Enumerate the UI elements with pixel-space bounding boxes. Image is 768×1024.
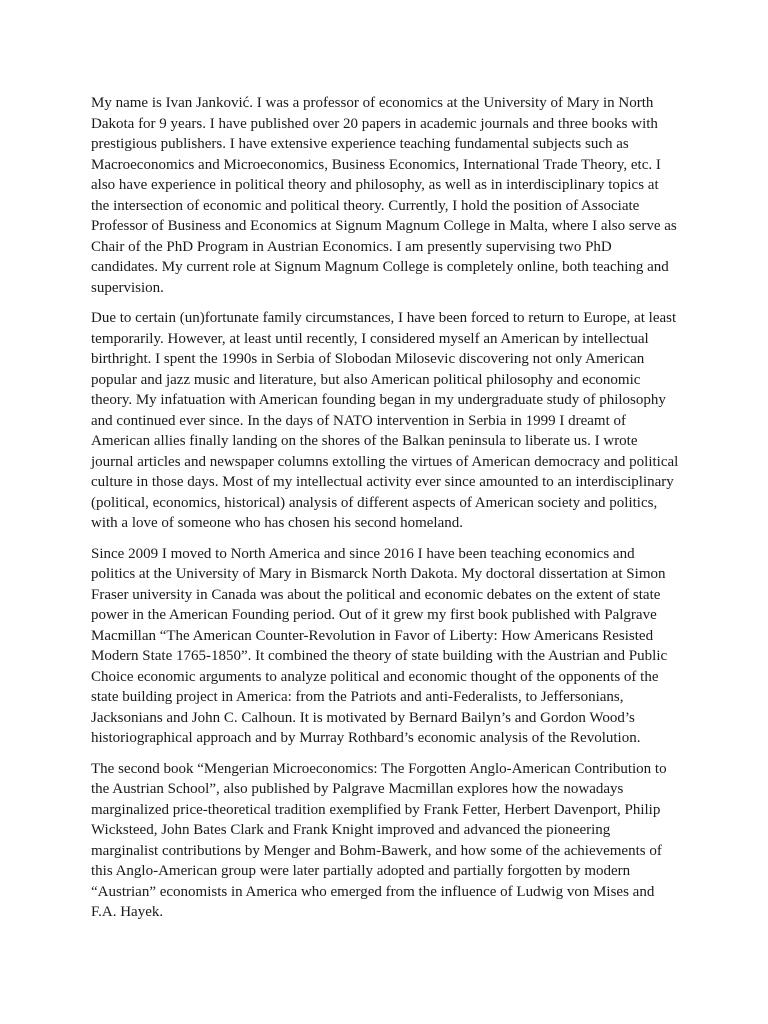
paragraph-second-book: The second book “Mengerian Microeconomics: The Forgotten Anglo-American Contribution to the Austrian School”, also published by Palgrave Macmillan explores how the nowadays marginalized price-theoretical tradition exemplified by Frank Fetter, Herbert Davenport, Philip Wicksteed, John Bates Clark and Frank Knight improved and advanced the pioneering marginalist contributions by Menger and Bohm-Bawerk, and how some of the achievements of this Anglo-American group were later partially adopted and partially forgotten by modern “Austrian” economists in America who emerged from the influence of Ludwig von Mises and F.A. Hayek. bbox=[91, 760, 667, 920]
paragraph-introduction: My name is Ivan Janković. I was a professor of economics at the University of Mary in North Dakota for 9 years. I have published over 20 papers in academic journals and three books with prestigious publishers. I have extensive experience teaching fundamental subjects such as Macroeconomics and Microeconomics, Business Economics, International Trade Theory, etc. I also have experience in political theory and philosophy, as well as in interdisciplinary topics at the intersection of economic and political theory. Currently, I hold the position of Associate Professor of Business and Economics at Signum Magnum College in Malta, where I also serve as Chair of the PhD Program in Austrian Economics. I am presently supervising two PhD candidates. My current role at Signum Magnum College is completely online, both teaching and supervision. bbox=[91, 95, 677, 296]
paragraph-first-book: Since 2009 I moved to North America and since 2016 I have been teaching economics and politics at the University of Mary in Bismarck North Dakota. My doctoral dissertation at Simon Fraser university in Canada was about the political and economic debates on the extent of state power in the American Founding period. Out of it grew my first book published with Palgrave Macmillan “The American Counter-Revolution in Favor of Liberty: How Americans Resisted Modern State 1765-1850”. It combined the theory of state building with the Austrian and Public Choice economic arguments to analyze political and economic thought of the opponents of the state building project in America: from the Patriots and anti-Federalists, to Jeffersonians, Jacksonians and John C. Calhoun. It is motivated by Bernard Bailyn’s and Gordon Wood’s historiographical approach and by Murray Rothbard’s economic analysis of the Revolution. bbox=[91, 545, 668, 746]
paragraph-background: Due to certain (un)fortunate family circumstances, I have been forced to return to Europe, at least temporarily. However, at least until recently, I considered myself an American by intellectual birthright. I spent the 1990s in Serbia of Slobodan Milosevic discovering not only American popular and jazz music and literature, but also American political philosophy and economic theory. My infatuation with American founding began in my undergraduate study of philosophy and continued ever since. In the days of NATO intervention in Serbia in 1999 I dreamt of American allies finally landing on the shores of the Balkan peninsula to liberate us. I wrote journal articles and newspaper columns extolling the virtues of American democracy and political culture in those days. Most of my intellectual activity ever since amounted to an interdisciplinary (political, economics, historical) analysis of different aspects of American society and politics, with a love of someone who has chosen his second homeland. bbox=[91, 310, 679, 531]
document-body bbox=[91, 93, 679, 933]
